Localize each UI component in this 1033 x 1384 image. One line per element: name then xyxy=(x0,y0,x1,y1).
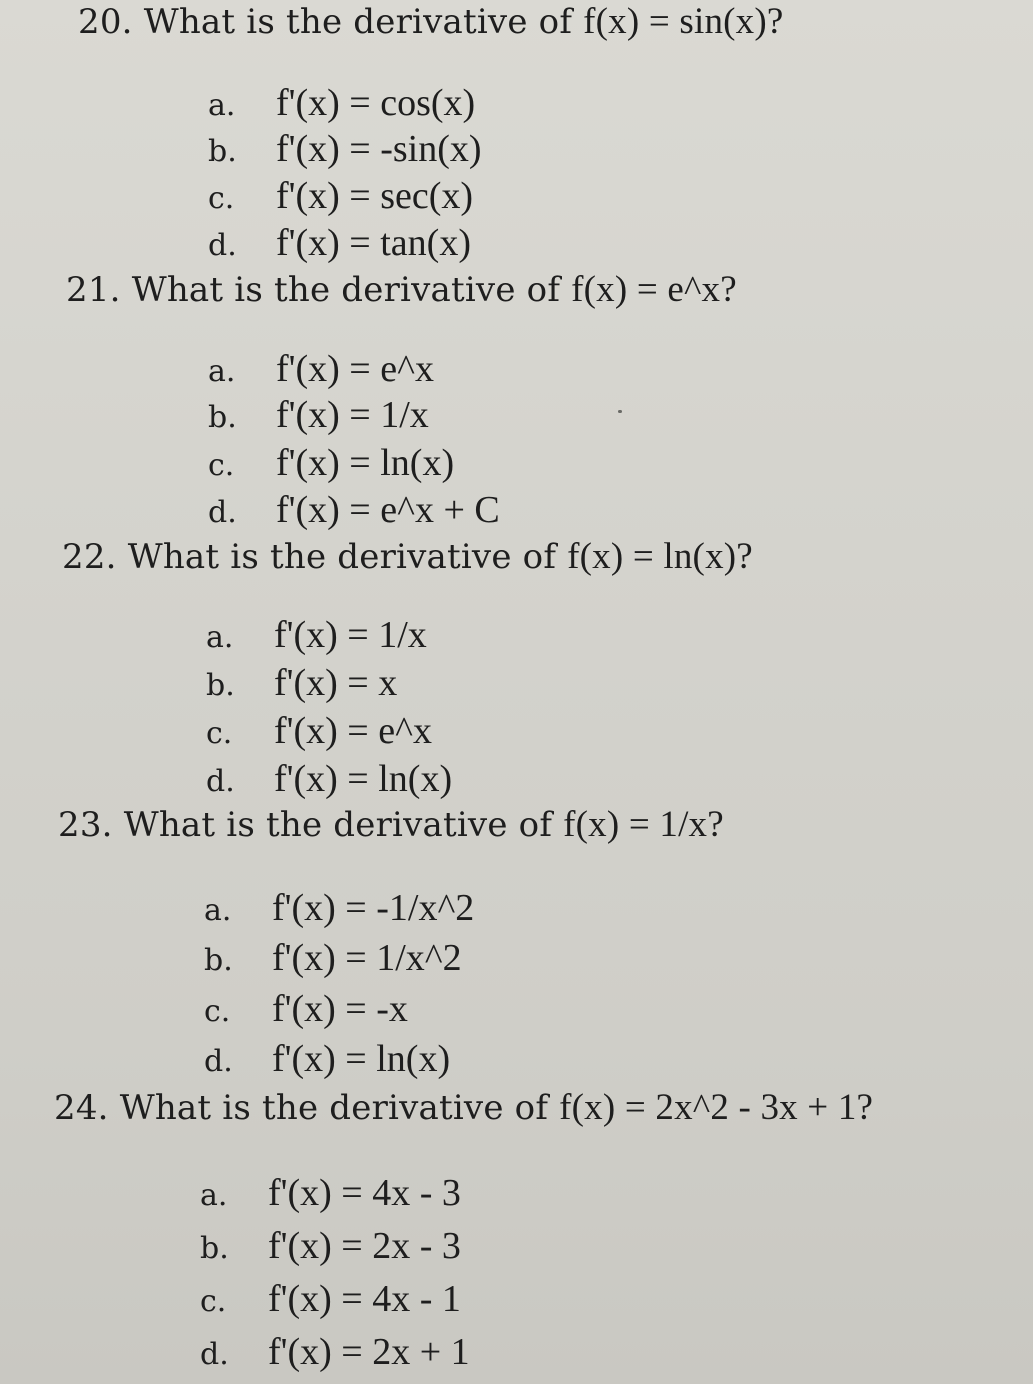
option-24b xyxy=(200,1225,461,1270)
question-23 xyxy=(58,805,724,845)
option-letter: b. xyxy=(200,1231,229,1266)
option-expression: f'(x) = ln(x) xyxy=(274,758,453,800)
option-expression: f'(x) = -sin(x) xyxy=(276,128,482,170)
option-24d xyxy=(200,1331,470,1376)
option-21a xyxy=(208,348,434,393)
option-letter: a. xyxy=(204,893,232,928)
option-expression: f'(x) = e^x xyxy=(276,348,434,390)
option-letter: c. xyxy=(200,1284,227,1319)
option-letter: c. xyxy=(204,994,231,1029)
option-expression: f'(x) = 4x - 1 xyxy=(268,1278,461,1320)
question-text: What is the derivative of xyxy=(119,1088,549,1128)
option-letter: a. xyxy=(206,620,234,655)
option-expression: f'(x) = e^x xyxy=(274,710,432,752)
option-24a xyxy=(200,1172,461,1217)
option-letter: b. xyxy=(208,134,237,169)
option-letter: b. xyxy=(208,400,237,435)
option-expression: f'(x) = 2x - 3 xyxy=(268,1225,461,1267)
question-expression: f(x) = 2x^2 - 3x + 1? xyxy=(559,1087,874,1128)
option-letter: d. xyxy=(200,1337,229,1372)
option-expression: f'(x) = ln(x) xyxy=(276,442,455,484)
option-letter: c. xyxy=(208,181,235,216)
question-20 xyxy=(78,2,784,42)
option-21c xyxy=(208,442,454,487)
question-number: 24. xyxy=(54,1088,109,1128)
question-number: 21. xyxy=(66,270,121,310)
option-expression: f'(x) = 1/x xyxy=(274,614,427,656)
option-expression: f'(x) = 1/x^2 xyxy=(272,937,462,979)
option-22a xyxy=(206,614,427,659)
option-letter: d. xyxy=(204,1044,233,1079)
option-expression: f'(x) = -x xyxy=(272,988,408,1030)
option-expression: f'(x) = cos(x) xyxy=(276,82,476,124)
question-text: What is the derivative of xyxy=(131,270,561,310)
option-expression: f'(x) = -1/x^2 xyxy=(272,887,475,929)
option-letter: b. xyxy=(206,668,235,703)
option-expression: f'(x) = 2x + 1 xyxy=(268,1331,470,1373)
option-expression: f'(x) = 4x - 3 xyxy=(268,1172,461,1214)
option-letter: a. xyxy=(200,1178,228,1213)
option-letter: d. xyxy=(208,228,237,263)
option-expression: f'(x) = tan(x) xyxy=(276,222,471,264)
question-expression: f(x) = ln(x)? xyxy=(567,536,753,577)
option-22c xyxy=(206,710,432,755)
question-21 xyxy=(66,270,737,310)
option-22b xyxy=(206,662,397,707)
question-22 xyxy=(62,537,753,577)
option-expression: f'(x) = sec(x) xyxy=(276,175,474,217)
option-letter: d. xyxy=(206,764,235,799)
question-expression: f(x) = sin(x)? xyxy=(583,1,784,42)
option-letter: a. xyxy=(208,88,236,123)
question-expression: f(x) = 1/x? xyxy=(563,804,724,845)
option-expression: f'(x) = ln(x) xyxy=(272,1038,451,1080)
option-23b xyxy=(204,937,462,982)
option-letter: c. xyxy=(208,448,235,483)
option-23c xyxy=(204,988,408,1033)
option-23a xyxy=(204,887,474,932)
option-20c xyxy=(208,175,473,220)
option-20a xyxy=(208,82,475,127)
option-22d xyxy=(206,758,452,803)
option-21b xyxy=(208,394,429,439)
question-number: 23. xyxy=(58,805,113,845)
option-21d xyxy=(208,489,500,534)
option-expression: f'(x) = e^x + C xyxy=(276,489,500,531)
option-letter: b. xyxy=(204,943,233,978)
option-expression: f'(x) = x xyxy=(274,662,398,704)
option-expression: f'(x) = 1/x xyxy=(276,394,429,436)
option-letter: a. xyxy=(208,354,236,389)
option-24c xyxy=(200,1278,461,1323)
option-letter: d. xyxy=(208,495,237,530)
question-text: What is the derivative of xyxy=(143,2,573,42)
option-20d xyxy=(208,222,471,267)
question-text: What is the derivative of xyxy=(127,537,557,577)
question-expression: f(x) = e^x? xyxy=(571,269,737,310)
paper-speck xyxy=(618,410,622,413)
question-text: What is the derivative of xyxy=(123,805,553,845)
question-24 xyxy=(54,1088,873,1128)
option-23d xyxy=(204,1038,450,1083)
question-number: 22. xyxy=(62,537,117,577)
option-20b xyxy=(208,128,482,173)
question-number: 20. xyxy=(78,2,133,42)
option-letter: c. xyxy=(206,716,233,751)
